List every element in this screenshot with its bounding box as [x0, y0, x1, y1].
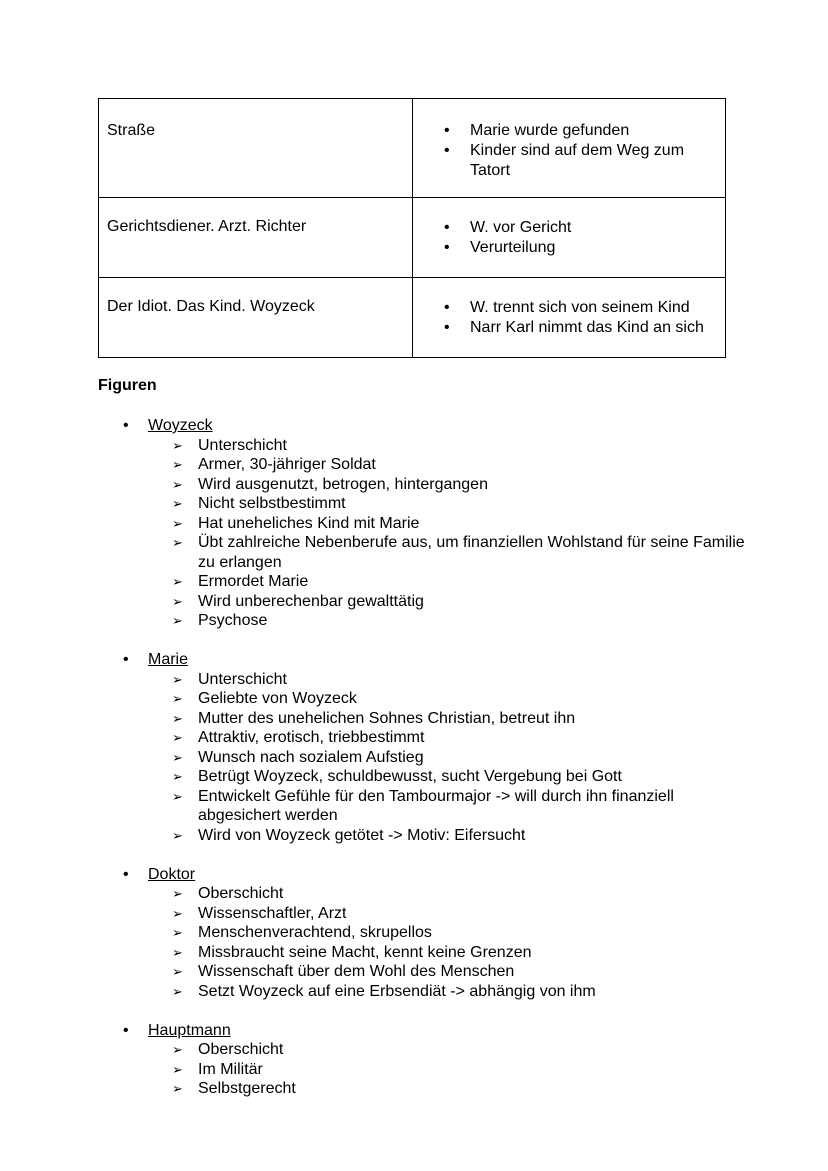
arrow-bullet-icon: ➢ [172, 710, 183, 726]
arrow-bullet-icon: ➢ [172, 769, 183, 784]
trait-item: ➢ Geliebte von Woyzeck [172, 690, 357, 707]
events-list [413, 278, 725, 338]
characters-cell: Gerichtsdiener. Arzt. Richter [99, 198, 413, 278]
arrow-bullet-icon: ➢ [172, 574, 183, 589]
trait-item: ➢ Im Militär [172, 1060, 263, 1078]
trait-item: ➢ Betrügt Woyzeck, schuldbewusst, sucht Vergebung bei Gott [172, 768, 622, 785]
event-item: • Narr Karl nimmt das Kind an sich [470, 318, 717, 338]
traits-list [98, 436, 758, 631]
trait-item: ➢ Attraktiv, erotisch, triebbestimmt [172, 729, 425, 746]
trait-item: ➢ Wird unberechenbar gewalttätig [172, 592, 424, 610]
trait-item: ➢ Entwickelt Gefühle für den Tambourmajor -> will durch ihn finanziell abgesichert werden [172, 787, 674, 824]
arrow-bullet-icon: ➢ [172, 1042, 183, 1057]
arrow-bullet-icon: ➢ [172, 886, 183, 901]
arrow-bullet-icon: ➢ [172, 671, 183, 687]
trait-item: ➢ Oberschicht [172, 885, 284, 902]
figure-name: Woyzeck [148, 417, 213, 434]
arrow-bullet-icon: ➢ [172, 827, 183, 843]
trait-item: ➢ Wissenschaftler, Arzt [172, 904, 347, 922]
arrow-bullet-icon: ➢ [172, 535, 183, 550]
arrow-bullet-icon: ➢ [172, 1061, 183, 1077]
events-cell [413, 198, 726, 278]
trait-item: ➢ Wissenschaft über dem Wohl des Menschen [172, 963, 515, 980]
arrow-bullet-icon: ➢ [172, 496, 183, 511]
trait-item: ➢ Selbstgerecht [172, 1080, 296, 1097]
trait-item: ➢ Unterschicht [172, 670, 287, 688]
arrow-bullet-icon: ➢ [172, 905, 183, 921]
table-row [99, 278, 726, 358]
traits-list [98, 1040, 758, 1099]
trait-item: ➢ Übt zahlreiche Nebenberufe aus, um finanziellen Wohlstand für seine Familie zu erlangen [172, 534, 745, 571]
trait-item: ➢ Setzt Woyzeck auf eine Erbsendiät -> abhängig von ihm [172, 982, 596, 1000]
figure-name: Marie [148, 651, 189, 668]
arrow-bullet-icon: ➢ [172, 749, 183, 765]
events-cell [413, 278, 726, 358]
figure-name: Hauptmann [148, 1021, 231, 1039]
table-row [99, 99, 726, 198]
figures-list [98, 416, 758, 1118]
trait-item: ➢ Hat uneheliches Kind mit Marie [172, 514, 420, 532]
event-item: • Marie wurde gefunden [470, 121, 717, 141]
figure-hauptmann [98, 1021, 758, 1099]
arrow-bullet-icon: ➢ [172, 515, 183, 531]
events-list [413, 99, 725, 181]
arrow-bullet-icon: ➢ [172, 925, 183, 940]
bullet-icon: • [123, 865, 129, 883]
arrow-bullet-icon: ➢ [172, 1081, 183, 1096]
event-item: • W. trennt sich von seinem Kind [470, 298, 717, 318]
trait-item: ➢ Unterschicht [172, 436, 287, 454]
arrow-bullet-icon: ➢ [172, 437, 183, 453]
trait-item: ➢ Mutter des unehelichen Sohnes Christian, betreut ihn [172, 709, 576, 727]
figure-marie [98, 650, 758, 845]
arrow-bullet-icon: ➢ [172, 788, 183, 804]
event-item: • W. vor Gericht [470, 218, 717, 238]
events-cell [413, 99, 726, 198]
trait-item: ➢ Nicht selbstbestimmt [172, 495, 346, 512]
figure-doktor [98, 865, 758, 1002]
trait-item: ➢ Wird von Woyzeck getötet -> Motiv: Eifersucht [172, 826, 526, 844]
arrow-bullet-icon: ➢ [172, 730, 183, 745]
arrow-bullet-icon: ➢ [172, 691, 183, 706]
arrow-bullet-icon: ➢ [172, 964, 183, 979]
trait-item: ➢ Oberschicht [172, 1041, 284, 1058]
trait-item: ➢ Missbraucht seine Macht, kennt keine Grenzen [172, 943, 532, 961]
trait-item: ➢ Psychose [172, 612, 268, 629]
bullet-icon: • [123, 651, 129, 668]
event-item: • Kinder sind auf dem Weg zum Tatort [470, 141, 717, 181]
bullet-icon: • [123, 417, 129, 434]
trait-item: ➢ Wird ausgenutzt, betrogen, hintergangen [172, 475, 488, 493]
arrow-bullet-icon: ➢ [172, 476, 183, 492]
arrow-bullet-icon: ➢ [172, 593, 183, 609]
traits-list [98, 670, 758, 846]
characters-cell: Der Idiot. Das Kind. Woyzeck [99, 278, 413, 358]
events-list [413, 198, 725, 258]
traits-list [98, 884, 758, 1001]
arrow-bullet-icon: ➢ [172, 613, 183, 628]
arrow-bullet-icon: ➢ [172, 457, 183, 472]
trait-item: ➢ Ermordet Marie [172, 573, 309, 590]
figure-name: Doktor [148, 865, 196, 883]
figure-woyzeck [98, 416, 758, 631]
arrow-bullet-icon: ➢ [172, 983, 183, 999]
section-title-figuren: Figuren [98, 377, 157, 394]
trait-item: ➢ Armer, 30-jähriger Soldat [172, 456, 376, 473]
scene-table [98, 98, 726, 358]
bullet-icon: • [123, 1021, 129, 1039]
table-row [99, 198, 726, 278]
event-item: • Verurteilung [470, 238, 717, 258]
trait-item: ➢ Wunsch nach sozialem Aufstieg [172, 748, 424, 766]
characters-cell: Straße [99, 99, 413, 198]
arrow-bullet-icon: ➢ [172, 944, 183, 960]
trait-item: ➢ Menschenverachtend, skrupellos [172, 924, 432, 941]
